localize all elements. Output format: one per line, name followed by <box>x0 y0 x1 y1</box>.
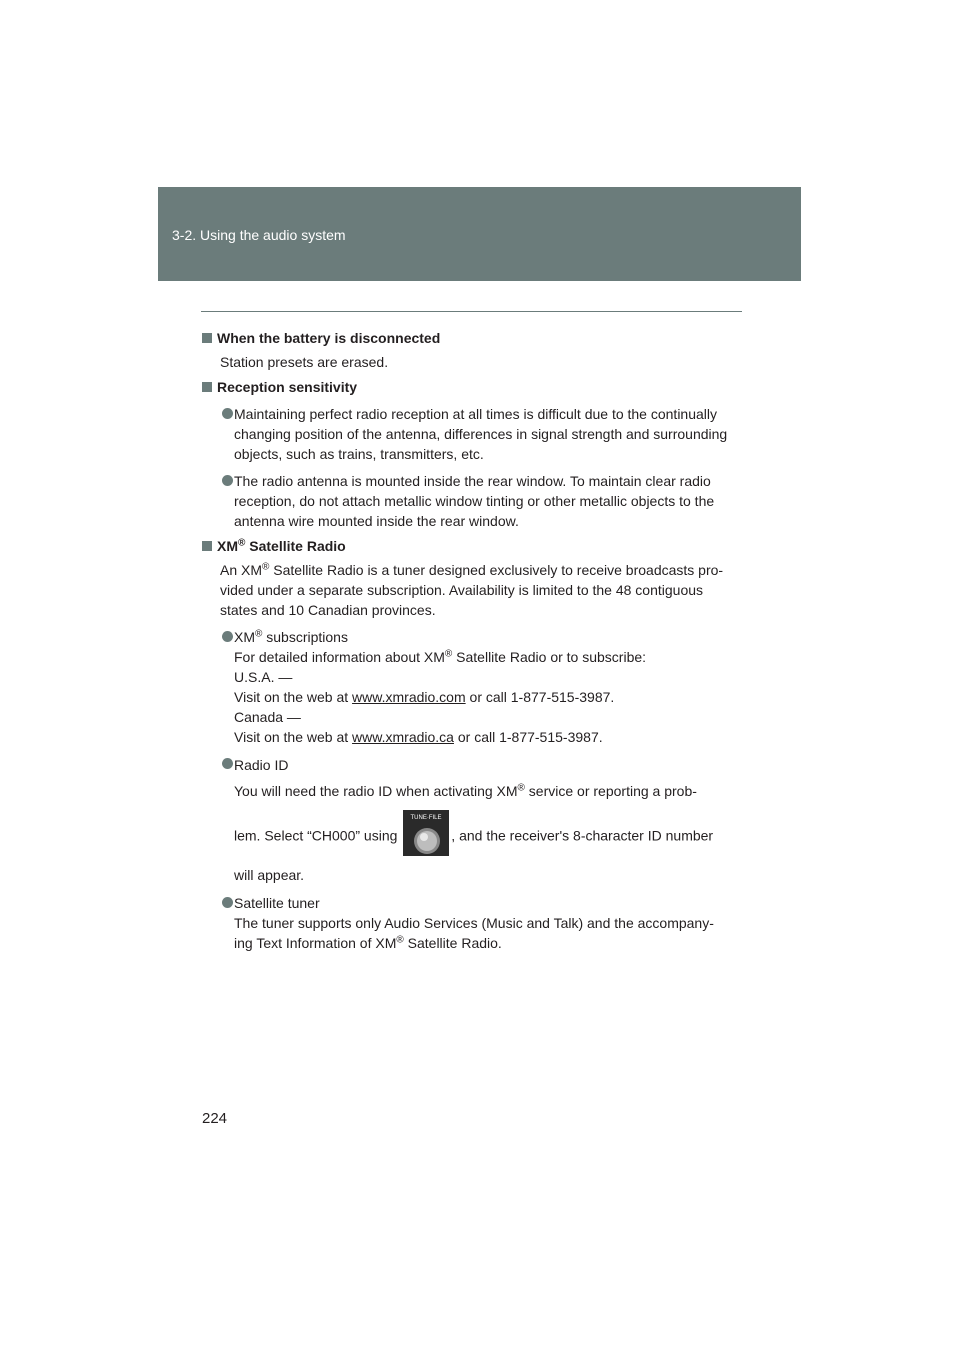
page-number: 224 <box>202 1110 228 1127</box>
divider <box>201 311 742 312</box>
circle-bullet-icon <box>222 408 233 419</box>
heading-battery: When the battery is disconnected <box>202 328 738 348</box>
section-header <box>158 187 801 281</box>
square-bullet-icon <box>202 541 212 551</box>
circle-bullet-icon <box>222 758 233 769</box>
battery-text: Station presets are erased. <box>220 354 389 370</box>
heading-reception: Reception sensitivity <box>202 377 738 397</box>
list-item: The radio antenna is mounted inside the rear window. To maintain clear radio reception, do not attach metallic window tinting or other metallic objects to the antenna wire mounted inside the rear window. <box>202 471 738 531</box>
xmradio-com-link[interactable]: www.xmradio.com <box>352 689 466 705</box>
circle-bullet-icon <box>222 631 233 642</box>
list-item: Maintaining perfect radio reception at all times is difficult due to the continually changing position of the antenna, differences in signal strength and surrounding objects, such as trains, transmitters, etc. <box>202 404 738 464</box>
list-item-subscriptions: XM® subscriptions For detailed information about XM® Satellite Radio or to subscribe: U.S.A. — Visit on the web at www.xmradio.com or call 1-877-515-3987. Canada — Visit on the web at www.xmradio.ca or call 1-877-515-3987. <box>202 627 738 747</box>
xm-intro: An XM® Satellite Radio is a tuner designed exclusively to receive broadcasts pro- vided under a separate subscription. Availability is limited to the 48 contiguous states and 10 Canadian provinces. <box>220 561 724 618</box>
list-item-tuner: Satellite tuner The tuner supports only Audio Services (Music and Talk) and the accompany- ing Text Information of XM® Satellite Radio. <box>202 893 738 953</box>
circle-bullet-icon <box>222 475 233 486</box>
circle-bullet-icon <box>222 897 233 908</box>
square-bullet-icon <box>202 382 212 392</box>
tune-file-knob-icon <box>403 810 449 856</box>
page-content <box>202 328 738 953</box>
section-title: 3-2. Using the audio system <box>172 227 346 243</box>
svg-text:TUNE·FILE: TUNE·FILE <box>410 815 442 821</box>
xmradio-ca-link[interactable]: www.xmradio.ca <box>352 729 454 745</box>
list-item-radio-id: Radio ID You will need the radio ID when activating XM® service or reporting a prob- lem. Select “CH000” using TUNE·FILE , and the receiver's 8-character ID number will appear. <box>202 754 738 886</box>
heading-xm: XM® Satellite Radio <box>202 536 738 556</box>
square-bullet-icon <box>202 333 212 343</box>
